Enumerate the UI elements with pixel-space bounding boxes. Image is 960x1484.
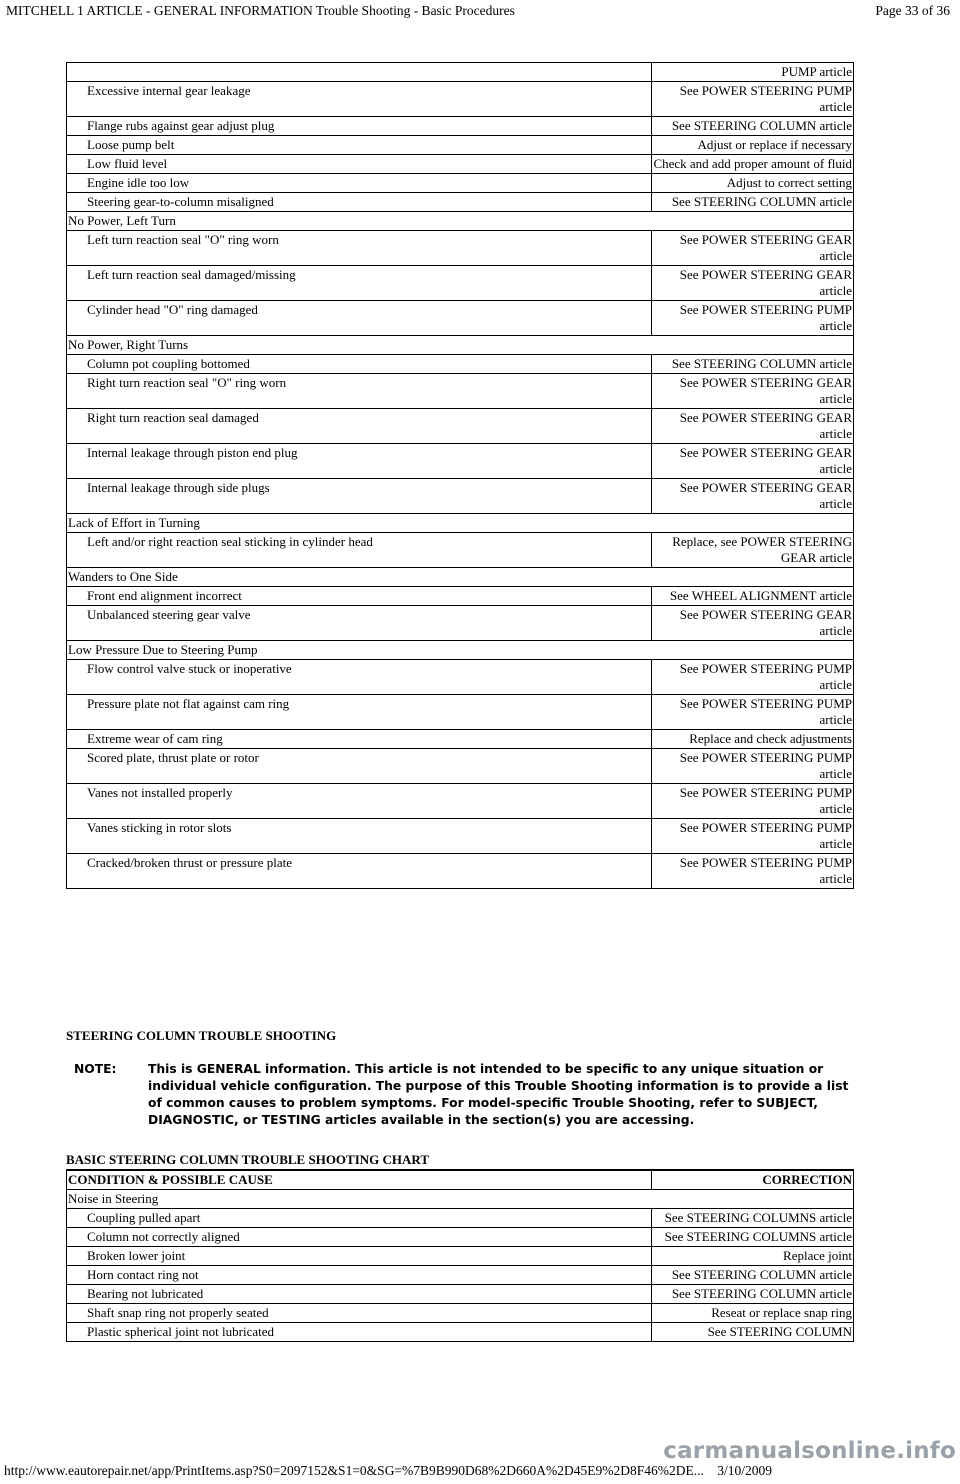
condition-label: Lack of Effort in Turning xyxy=(67,514,854,533)
table-row xyxy=(67,1228,854,1247)
condition-row xyxy=(67,212,854,231)
table-row xyxy=(67,660,854,695)
table-row xyxy=(67,117,854,136)
correction: Replace joint xyxy=(652,1247,854,1266)
correction: See STEERING COLUMN article xyxy=(652,193,854,212)
possible-cause: Steering gear-to-column misaligned xyxy=(67,193,652,212)
note-text: This is GENERAL information. This article is not intended to be specific to any unique situation or individual vehicle configuration. The purpose of this Trouble Shooting information is to provide a list of common causes to problem symptoms. For model-specific Trouble Shooting, refer to SUBJECT, DIAGNOSTIC, or TESTING articles available in the section(s) you are accessing. xyxy=(148,1062,849,1127)
table-row xyxy=(67,1266,854,1285)
correction: See POWER STEERING PUMP article xyxy=(652,695,854,730)
table-header-row xyxy=(67,1170,854,1190)
possible-cause: Bearing not lubricated xyxy=(67,1285,652,1304)
possible-cause xyxy=(67,63,652,82)
possible-cause: Broken lower joint xyxy=(67,1247,652,1266)
table-row xyxy=(67,266,854,301)
table-row xyxy=(67,444,854,479)
table-row xyxy=(67,409,854,444)
watermark-logo: carmanualsonline.info xyxy=(663,1438,956,1464)
correction: See POWER STEERING PUMP article xyxy=(652,819,854,854)
table-row xyxy=(67,854,854,889)
table-row xyxy=(67,301,854,336)
possible-cause: Flange rubs against gear adjust plug xyxy=(67,117,652,136)
condition-label: No Power, Right Turns xyxy=(67,336,854,355)
table-row xyxy=(67,784,854,819)
correction: See POWER STEERING PUMP article xyxy=(652,301,854,336)
correction: Replace and check adjustments xyxy=(652,730,854,749)
page-number: Page 33 of 36 xyxy=(875,3,950,18)
table-row xyxy=(67,136,854,155)
correction: See POWER STEERING PUMP article xyxy=(652,784,854,819)
possible-cause: Engine idle too low xyxy=(67,174,652,193)
possible-cause: Left turn reaction seal "O" ring worn xyxy=(67,231,652,266)
condition-row xyxy=(67,1190,854,1209)
table-row xyxy=(67,1247,854,1266)
condition-row xyxy=(67,336,854,355)
table-row xyxy=(67,1323,854,1342)
possible-cause: Vanes sticking in rotor slots xyxy=(67,819,652,854)
correction: PUMP article xyxy=(652,63,854,82)
condition-row xyxy=(67,514,854,533)
page-header xyxy=(0,0,960,22)
correction: See POWER STEERING PUMP article xyxy=(652,82,854,117)
possible-cause: Internal leakage through piston end plug xyxy=(67,444,652,479)
possible-cause: Horn contact ring not xyxy=(67,1266,652,1285)
correction: See STEERING COLUMNS article xyxy=(652,1228,854,1247)
possible-cause: Shaft snap ring not properly seated xyxy=(67,1304,652,1323)
table-row xyxy=(67,231,854,266)
possible-cause: Loose pump belt xyxy=(67,136,652,155)
table-row xyxy=(67,1285,854,1304)
page-footer xyxy=(4,1463,772,1479)
condition-row xyxy=(67,568,854,587)
section-title: STEERING COLUMN TROUBLE SHOOTING xyxy=(66,1028,337,1043)
condition-label: Low Pressure Due to Steering Pump xyxy=(67,641,854,660)
possible-cause: Coupling pulled apart xyxy=(67,1209,652,1228)
correction: See POWER STEERING GEAR article xyxy=(652,479,854,514)
correction: See POWER STEERING GEAR article xyxy=(652,231,854,266)
correction: See STEERING COLUMN article xyxy=(652,1285,854,1304)
note-label: NOTE: xyxy=(74,1062,117,1076)
table-row xyxy=(67,695,854,730)
correction: Check and add proper amount of fluid xyxy=(652,155,854,174)
table-row xyxy=(67,174,854,193)
possible-cause: Low fluid level xyxy=(67,155,652,174)
table-row xyxy=(67,374,854,409)
column-header-condition: CONDITION & POSSIBLE CAUSE xyxy=(67,1170,652,1190)
possible-cause: Cracked/broken thrust or pressure plate xyxy=(67,854,652,889)
possible-cause: Right turn reaction seal damaged xyxy=(67,409,652,444)
possible-cause: Scored plate, thrust plate or rotor xyxy=(67,749,652,784)
condition-label: No Power, Left Turn xyxy=(67,212,854,231)
correction: See STEERING COLUMN article xyxy=(652,117,854,136)
table-row xyxy=(67,587,854,606)
table-row xyxy=(67,533,854,568)
trouble-shooting-table-continued xyxy=(66,62,854,889)
correction: See POWER STEERING PUMP article xyxy=(652,854,854,889)
correction: See POWER STEERING GEAR article xyxy=(652,409,854,444)
table-row xyxy=(67,63,854,82)
possible-cause: Unbalanced steering gear valve xyxy=(67,606,652,641)
possible-cause: Vanes not installed properly xyxy=(67,784,652,819)
correction: Adjust or replace if necessary xyxy=(652,136,854,155)
footer-url: http://www.eautorepair.net/app/PrintItems.asp?S0=2097152&S1=0&SG=%7B9B990D68%2D660A%2D45E9%2D8F46%2DE... xyxy=(4,1463,704,1478)
table-row xyxy=(67,1209,854,1228)
correction: See POWER STEERING PUMP article xyxy=(652,660,854,695)
correction: See WHEEL ALIGNMENT article xyxy=(652,587,854,606)
correction: See POWER STEERING PUMP article xyxy=(652,749,854,784)
table-row xyxy=(67,155,854,174)
column-header-correction: CORRECTION xyxy=(652,1170,854,1190)
table-row xyxy=(67,819,854,854)
footer-date: 3/10/2009 xyxy=(717,1463,773,1478)
possible-cause: Plastic spherical joint not lubricated xyxy=(67,1323,652,1342)
possible-cause: Front end alignment incorrect xyxy=(67,587,652,606)
table-row xyxy=(67,193,854,212)
possible-cause: Excessive internal gear leakage xyxy=(67,82,652,117)
condition-label: Wanders to One Side xyxy=(67,568,854,587)
possible-cause: Left turn reaction seal damaged/missing xyxy=(67,266,652,301)
table-row xyxy=(67,606,854,641)
possible-cause: Column pot coupling bottomed xyxy=(67,355,652,374)
possible-cause: Internal leakage through side plugs xyxy=(67,479,652,514)
correction: See STEERING COLUMN article xyxy=(652,1266,854,1285)
possible-cause: Right turn reaction seal "O" ring worn xyxy=(67,374,652,409)
possible-cause: Cylinder head "O" ring damaged xyxy=(67,301,652,336)
correction: See POWER STEERING GEAR article xyxy=(652,374,854,409)
correction: See STEERING COLUMN xyxy=(652,1323,854,1342)
possible-cause: Left and/or right reaction seal sticking in cylinder head xyxy=(67,533,652,568)
table-row xyxy=(67,730,854,749)
correction: See POWER STEERING GEAR article xyxy=(652,606,854,641)
table-row xyxy=(67,355,854,374)
table-row xyxy=(67,749,854,784)
condition-row xyxy=(67,641,854,660)
correction: See POWER STEERING GEAR article xyxy=(652,444,854,479)
steering-column-trouble-shooting-table xyxy=(66,1169,854,1342)
table-row xyxy=(67,82,854,117)
correction: See POWER STEERING GEAR article xyxy=(652,266,854,301)
possible-cause: Extreme wear of cam ring xyxy=(67,730,652,749)
table-row xyxy=(67,1304,854,1323)
correction: Reseat or replace snap ring xyxy=(652,1304,854,1323)
chart-title: BASIC STEERING COLUMN TROUBLE SHOOTING CHART xyxy=(66,1152,430,1167)
correction: Adjust to correct setting xyxy=(652,174,854,193)
possible-cause: Column not correctly aligned xyxy=(67,1228,652,1247)
correction: Replace, see POWER STEERING GEAR article xyxy=(652,533,854,568)
table-row xyxy=(67,479,854,514)
condition-label: Noise in Steering xyxy=(67,1190,854,1209)
document-title: MITCHELL 1 ARTICLE - GENERAL INFORMATION Trouble Shooting - Basic Procedures xyxy=(6,3,515,18)
correction: See STEERING COLUMN article xyxy=(652,355,854,374)
possible-cause: Flow control valve stuck or inoperative xyxy=(67,660,652,695)
possible-cause: Pressure plate not flat against cam ring xyxy=(67,695,652,730)
correction: See STEERING COLUMNS article xyxy=(652,1209,854,1228)
